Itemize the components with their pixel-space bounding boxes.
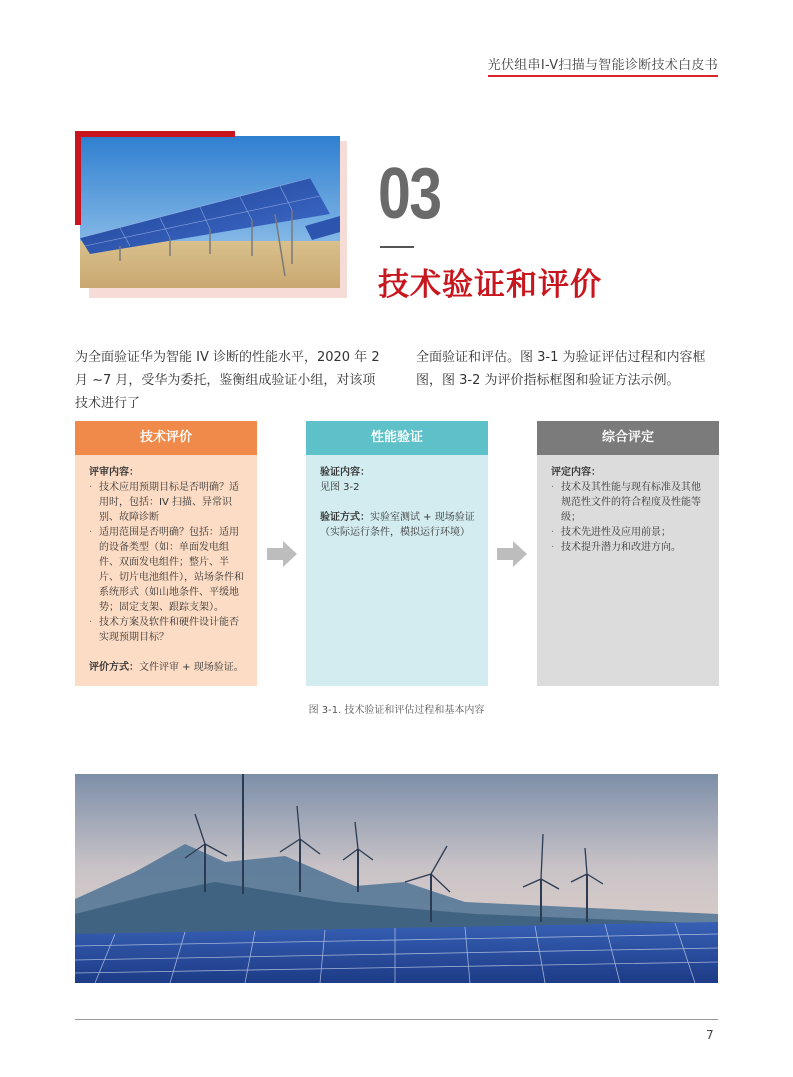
box-body bbox=[75, 455, 257, 686]
method-text: 实验室测试 + 现场验证（实际运行条件，模拟运行环境） bbox=[320, 512, 475, 538]
box-title: 性能验证 bbox=[306, 421, 488, 455]
box-title: 技术评价 bbox=[75, 421, 257, 455]
content-label: 评定内容： bbox=[551, 467, 601, 478]
flow-box-comprehensive-assessment bbox=[537, 421, 719, 686]
box-title: 综合评定 bbox=[537, 421, 719, 455]
method-text: 文件评审 + 现场验证。 bbox=[139, 662, 244, 673]
intro-paragraph-left: 为全面验证华为智能 IV 诊断的性能水平，2020 年 2 月 ~7 月，受华为委托，鉴衡组成验证小组，对该项技术进行了 bbox=[75, 350, 380, 411]
content-label: 评审内容： bbox=[89, 467, 139, 478]
method-line bbox=[320, 510, 476, 540]
intro-paragraph-right: 全面验证和评估。图 3-1 为验证评估过程和内容框图，图 3-2 为评价指标框图和验证方法示例。 bbox=[416, 350, 706, 388]
list-item: · 技术应用预期目标是否明确？适用时，包括：IV 扫描、异常识别、故障诊断 bbox=[99, 480, 245, 525]
footer-rule bbox=[75, 1019, 718, 1020]
header-underline bbox=[488, 75, 718, 77]
chapter-accent-horizontal bbox=[75, 131, 235, 137]
solar-panels-desert-photo bbox=[80, 136, 340, 288]
box-body bbox=[306, 455, 488, 686]
method-label: 评价方式： bbox=[89, 662, 139, 673]
list-item: · 技术提升潜力和改进方向。 bbox=[561, 540, 707, 555]
chapter-title: 技术验证和评价 bbox=[378, 267, 602, 303]
chapter-divider bbox=[380, 246, 414, 248]
content-label: 验证内容： bbox=[320, 467, 370, 478]
flow-box-technical-evaluation bbox=[75, 421, 257, 686]
page-number: 7 bbox=[706, 1028, 714, 1042]
content-text: 见图 3-2 bbox=[320, 482, 360, 493]
content-list bbox=[551, 480, 707, 555]
flow-box-performance-verification bbox=[306, 421, 488, 686]
list-item: · 技术及其性能与现有标准及其他规范性文件的符合程度及性能等级； bbox=[561, 480, 707, 525]
arrow-right-icon bbox=[267, 541, 297, 567]
list-item: · 适用范围是否明确？包括：适用的设备类型（如：单面发电组件、双面发电组件；整片、半片、切片电池组件），站场条件和系统形式（如山地条件、平缓地势；固定支架、跟踪支架）。 bbox=[99, 525, 245, 615]
list-item: · 技术方案及软件和硬件设计能否实现预期目标？ bbox=[99, 615, 245, 645]
solar-panels-wind-turbines-photo bbox=[75, 774, 718, 983]
method-label: 验证方式： bbox=[320, 512, 370, 523]
arrow-right-icon bbox=[497, 541, 527, 567]
list-item: · 技术先进性及应用前景； bbox=[561, 525, 707, 540]
chapter-accent-vertical bbox=[75, 131, 81, 225]
figure-caption: 图 3-1. 技术验证和评估过程和基本内容 bbox=[308, 705, 485, 716]
document-title: 光伏组串I-V扫描与智能诊断技术白皮书 bbox=[487, 58, 718, 73]
box-body bbox=[537, 455, 719, 686]
content-list bbox=[89, 480, 245, 645]
method-line bbox=[89, 660, 245, 675]
chapter-number: 03 bbox=[378, 154, 441, 234]
